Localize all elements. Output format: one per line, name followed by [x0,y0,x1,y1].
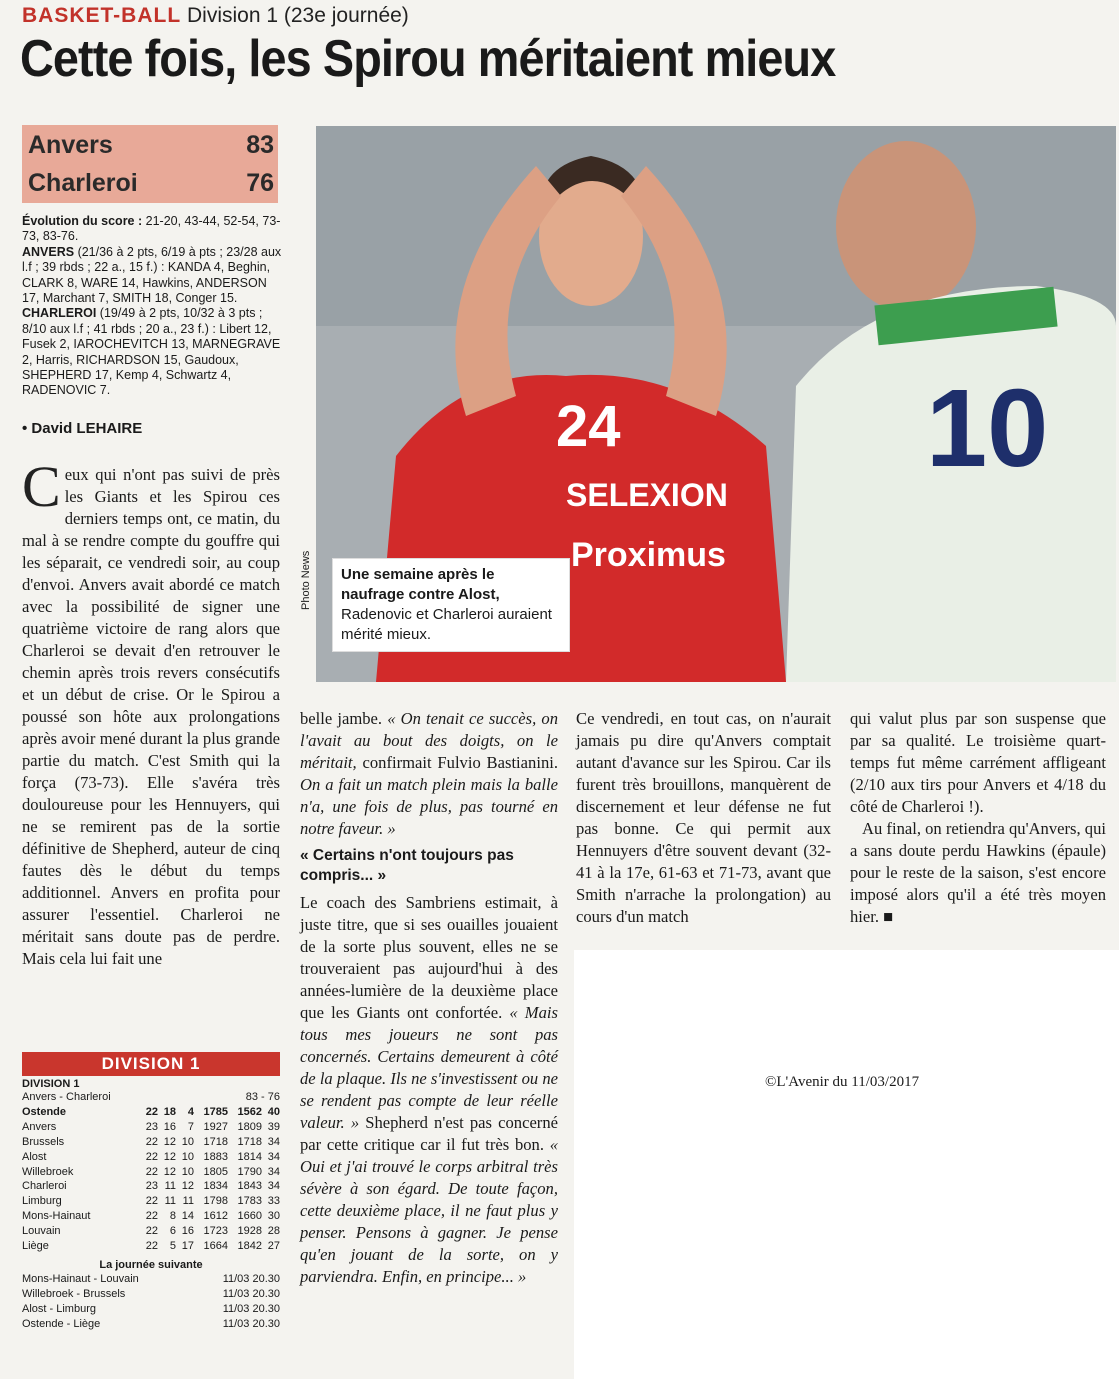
cell-pf: 1927 [203,1120,228,1133]
cell-pf: 1785 [203,1105,228,1118]
cell-pf: 1834 [203,1180,228,1193]
cell-w: 12 [163,1150,176,1163]
cell-pts: 34 [267,1180,280,1193]
score-away [28,169,274,198]
cell-l: 7 [187,1120,194,1133]
cell-team: Willebroek [22,1165,74,1178]
cell-w: 16 [163,1120,176,1133]
result-row [22,1090,280,1105]
col4-para-2: Au final, on retiendra qu'Anvers, qui a sans doute perdu Hawkins (épaule) pour le reste de la saison, s'est encore imposé alors qu'il a été très moyen hier. ■ [850,819,1106,926]
cell-pts: 39 [267,1120,280,1133]
cell-pts: 28 [267,1225,280,1238]
cell-p: 22 [145,1150,158,1163]
fixture-row [22,1317,280,1332]
table-row [22,1105,280,1120]
fixture-date: 11/03 20.30 [222,1302,280,1315]
cell-pa: 1928 [237,1225,262,1238]
cell-pa: 1718 [237,1135,262,1148]
evo-text: 21-20, 43-44, 52-54, 73-73, 83-76. [22,214,281,244]
cell-pts: 40 [267,1105,280,1118]
table-row [22,1224,280,1239]
cell-pf: 1798 [203,1195,228,1208]
rubric-section: BASKET-BALL [22,4,182,27]
table-row [22,1150,280,1165]
charleroi-stats: (19/49 à 2 pts, 10/32 à 3 pts ; 8/10 aux l.f ; 41 rbds ; 20 a., 23 f.) : Libert 12, Fusek 2, IAROCHEVITCH 13, MARNEGRAVE 2, Harris, RICHARDSON 15, Gaudoux, SHEPHERD 17, Kemp 4, Schwartz 4, RADENOVIC 7. [22,306,281,398]
cell-team: Alost [22,1150,47,1163]
dropcap: C [22,454,61,519]
cell-team: Charleroi [22,1180,67,1193]
cell-pa: 1660 [237,1210,262,1223]
cell-team: Louvain [22,1225,61,1238]
col2-c: Le coach des Sambriens estimait, à juste titre, que si ses ouailles jouaient de la sorte plus souvent, elles ne se trouveraient pas aujourd'hui à des années-lumière de la deuxième place que les Giants ont confortée. [300,893,558,1022]
table-row [22,1209,280,1224]
cell-pf: 1718 [203,1135,228,1148]
cell-pf: 1805 [203,1165,228,1178]
cell-l: 10 [181,1135,194,1148]
col2-quote-3: « Mais tous mes joueurs ne sont pas concernés. Certains demeurent à côté de la plaque. Ils ne s'investissent ou ne se rendent pas compte de leur réelle valeur. » [300,1003,558,1132]
col2-quote-4: « Oui et j'ai trouvé le corps arbitral très sévère à son égard. De toute façon, cette deuxième place, il ne faut plus y penser. Pensons à gagner. Je pense qu'en jouant de la sorte, on y parviendra. Enfin, en principe... » [300,1135,558,1286]
caption-bold: Une semaine après le naufrage contre Alost, [341,566,500,603]
cell-l: 10 [181,1150,194,1163]
cell-w: 18 [163,1105,176,1118]
cell-p: 23 [145,1120,158,1133]
cell-p: 22 [145,1165,158,1178]
cell-pa: 1809 [237,1120,262,1133]
col2-quote-2: On a fait un match plein mais la balle n'a, une fois de plus, pas tourné en notre faveur. » [300,775,558,838]
standings-rows [22,1105,280,1254]
cell-w: 12 [163,1135,176,1148]
fixture-date: 11/03 20.30 [222,1287,280,1300]
fixture-match: Willebroek - Brussels [22,1287,126,1300]
col2-d: Shepherd n'est pas concerné par cette critique car il fut très bon. [300,1113,558,1154]
article-column-4 [850,708,1106,928]
table-row [22,1194,280,1209]
cell-team: Anvers [22,1120,57,1133]
cell-pts: 33 [267,1195,280,1208]
photo-credit: Photo News [300,550,312,610]
cell-pts: 30 [267,1210,280,1223]
cell-pa: 1783 [237,1195,262,1208]
cell-w: 11 [164,1180,176,1193]
fixture-date: 11/03 20.30 [222,1317,280,1330]
next-round-label: La journée suivante [99,1258,203,1271]
cell-pts: 34 [267,1165,280,1178]
cell-pa: 1842 [237,1240,262,1253]
table-row [22,1135,280,1150]
anvers-stats: (21/36 à 2 pts, 6/19 à pts ; 23/28 aux l.f ; 39 rbds ; 22 a., 15 f.) : KANDA 4, Beghin, CLARK 8, WARE 14, Hawkins, ANDERSON 17, Marchant 7, SMITH 18, Conger 15. [22,244,282,306]
next-round-rows [22,1272,280,1332]
col4-para-1: qui valut plus par son suspense que par sa qualité. Le troisième quart-temps fut même carrément affligeant (2/10 aux tirs pour Anvers et 4/18 du côté de Charleroi !). [850,709,1106,816]
cell-pf: 1723 [203,1225,228,1238]
cell-w: 6 [169,1225,176,1238]
col2-b: confirmait Fulvio Bastianini. [356,753,558,772]
cell-w: 11 [164,1195,176,1208]
cell-pf: 1612 [203,1210,228,1223]
fixture-match: Mons-Hainaut - Louvain [22,1272,139,1285]
score-away-team: Charleroi [28,169,138,197]
cell-pts: 34 [267,1135,280,1148]
jersey-number: 24 [556,394,621,459]
result-score: 83 - 76 [245,1091,280,1103]
caption-rest: Radenovic et Charleroi auraient mérité mieux. [341,606,552,643]
blank-area [574,950,1119,1379]
cell-l: 11 [182,1195,194,1208]
cell-pts: 27 [267,1240,280,1253]
col3-text: Ce vendredi, en tout cas, on n'aurait jamais pu dire qu'Anvers comptait autant d'avance sur les Spirou. Car ils furent très brouillons, manquèrent de discernement et leur défense ne fut pas bonne. Ce qui permit aux Hennuyers d'être souvent devant (32-41 à la 17e, 61-63 et 71-73, avant que Smith n'arrache la prolongation) au cours d'un match [576,709,831,926]
rubric-subtitle: Division 1 (23e journée) [187,4,409,27]
fixture-row [22,1272,280,1287]
col2-quote-1: « On tenait ce succès, on l'avait au bout des doigts, on le méritait, [300,709,558,772]
match-stats [22,214,284,399]
fixture-row [22,1287,280,1302]
standings-header: DIVISION 1 [22,1052,280,1076]
article-column-3 [576,708,831,928]
charleroi-label: CHARLEROI [22,306,97,321]
fixture-date: 11/03 20.30 [222,1272,280,1285]
table-row [22,1165,280,1180]
scorebox [22,125,278,203]
photo-caption [332,558,570,652]
sponsor-1: SELEXION [566,477,728,513]
cell-pf: 1883 [203,1150,228,1163]
cell-l: 12 [181,1180,194,1193]
cell-l: 10 [181,1165,194,1178]
sponsor-2: Proximus [571,536,726,574]
score-home [28,131,274,160]
evo-label: Évolution du score : [22,214,143,228]
col2-a: belle jambe. [300,709,388,728]
cell-team: Mons-Hainaut [22,1210,91,1223]
headline: Cette fois, les Spirou méritaient mieux [20,30,836,88]
cell-p: 22 [145,1135,158,1148]
cell-pa: 1814 [237,1150,262,1163]
anvers-label: ANVERS [22,244,75,259]
cell-pts: 34 [267,1150,280,1163]
table-row [22,1120,280,1135]
cell-l: 14 [181,1210,194,1223]
cell-p: 22 [145,1195,158,1208]
fixture-match: Alost - Limburg [22,1302,96,1315]
result-teams: Anvers - Charleroi [22,1091,111,1103]
cell-l: 4 [187,1105,194,1118]
cell-w: 5 [169,1240,176,1253]
cell-l: 16 [181,1225,194,1238]
byline: • David LEHAIRE [22,420,143,437]
table-row [22,1239,280,1254]
cell-l: 17 [181,1240,194,1253]
score-home-team: Anvers [28,131,113,159]
table-row [22,1179,280,1194]
rubric [22,4,409,28]
cell-pa: 1562 [237,1105,262,1118]
cell-team: Limburg [22,1195,62,1208]
cell-pf: 1664 [203,1240,228,1253]
cell-w: 12 [163,1165,176,1178]
cell-p: 22 [145,1105,158,1118]
score-home-pts: 83 [246,131,274,159]
score-away-pts: 76 [246,169,274,197]
cell-p: 22 [145,1210,158,1223]
cell-team: Ostende [22,1105,67,1118]
opponent-number: 10 [926,367,1049,490]
standings-label: DIVISION 1 [22,1078,80,1090]
cell-p: 22 [145,1240,158,1253]
cell-p: 22 [145,1225,158,1238]
standings-table [22,1052,280,1332]
cell-pa: 1843 [237,1180,262,1193]
fixture-row [22,1302,280,1317]
cell-w: 8 [169,1210,176,1223]
cell-team: Brussels [22,1135,65,1148]
fixture-match: Ostende - Liège [22,1317,101,1330]
source-credit: ©L'Avenir du 11/03/2017 [765,1074,920,1090]
col1-text: eux qui n'ont pas suivi de près les Giants et les Spirou ces derniers temps ont, ce matin, du mal à se rendre compte du gouffre qui les séparait, ce vendredi soir, au coup d'envoi. Anvers avait abordé ce match avec la possibilité de signer une quatrième victoire de rang alors que Charleroi se devait d'en retrouver le chemin après trois revers consécutifs et un début de crise. Or le Spirou a poussé son hôte aux prolongations après avoir mené durant la plus grande partie du match. C'est Smith qui la força (73-73). Elle s'avéra très douloureuse pour les Hennuyers, qui ne se remirent pas de la sortie définitive de Shepherd, auteur de cinq fautes dès le début du temps additionnel. Anvers en profita pour assurer l'essentiel. Charleroi ne méritait sans doute pas de perdre. Mais cela lui fait une [22,465,280,968]
cell-pa: 1790 [237,1165,262,1178]
article-column-2 [300,708,558,1288]
cell-p: 23 [145,1180,158,1193]
article-column-1 [22,454,280,970]
cell-team: Liège [22,1240,49,1253]
intertitle: « Certains n'ont toujours pas compris... » [300,847,514,884]
